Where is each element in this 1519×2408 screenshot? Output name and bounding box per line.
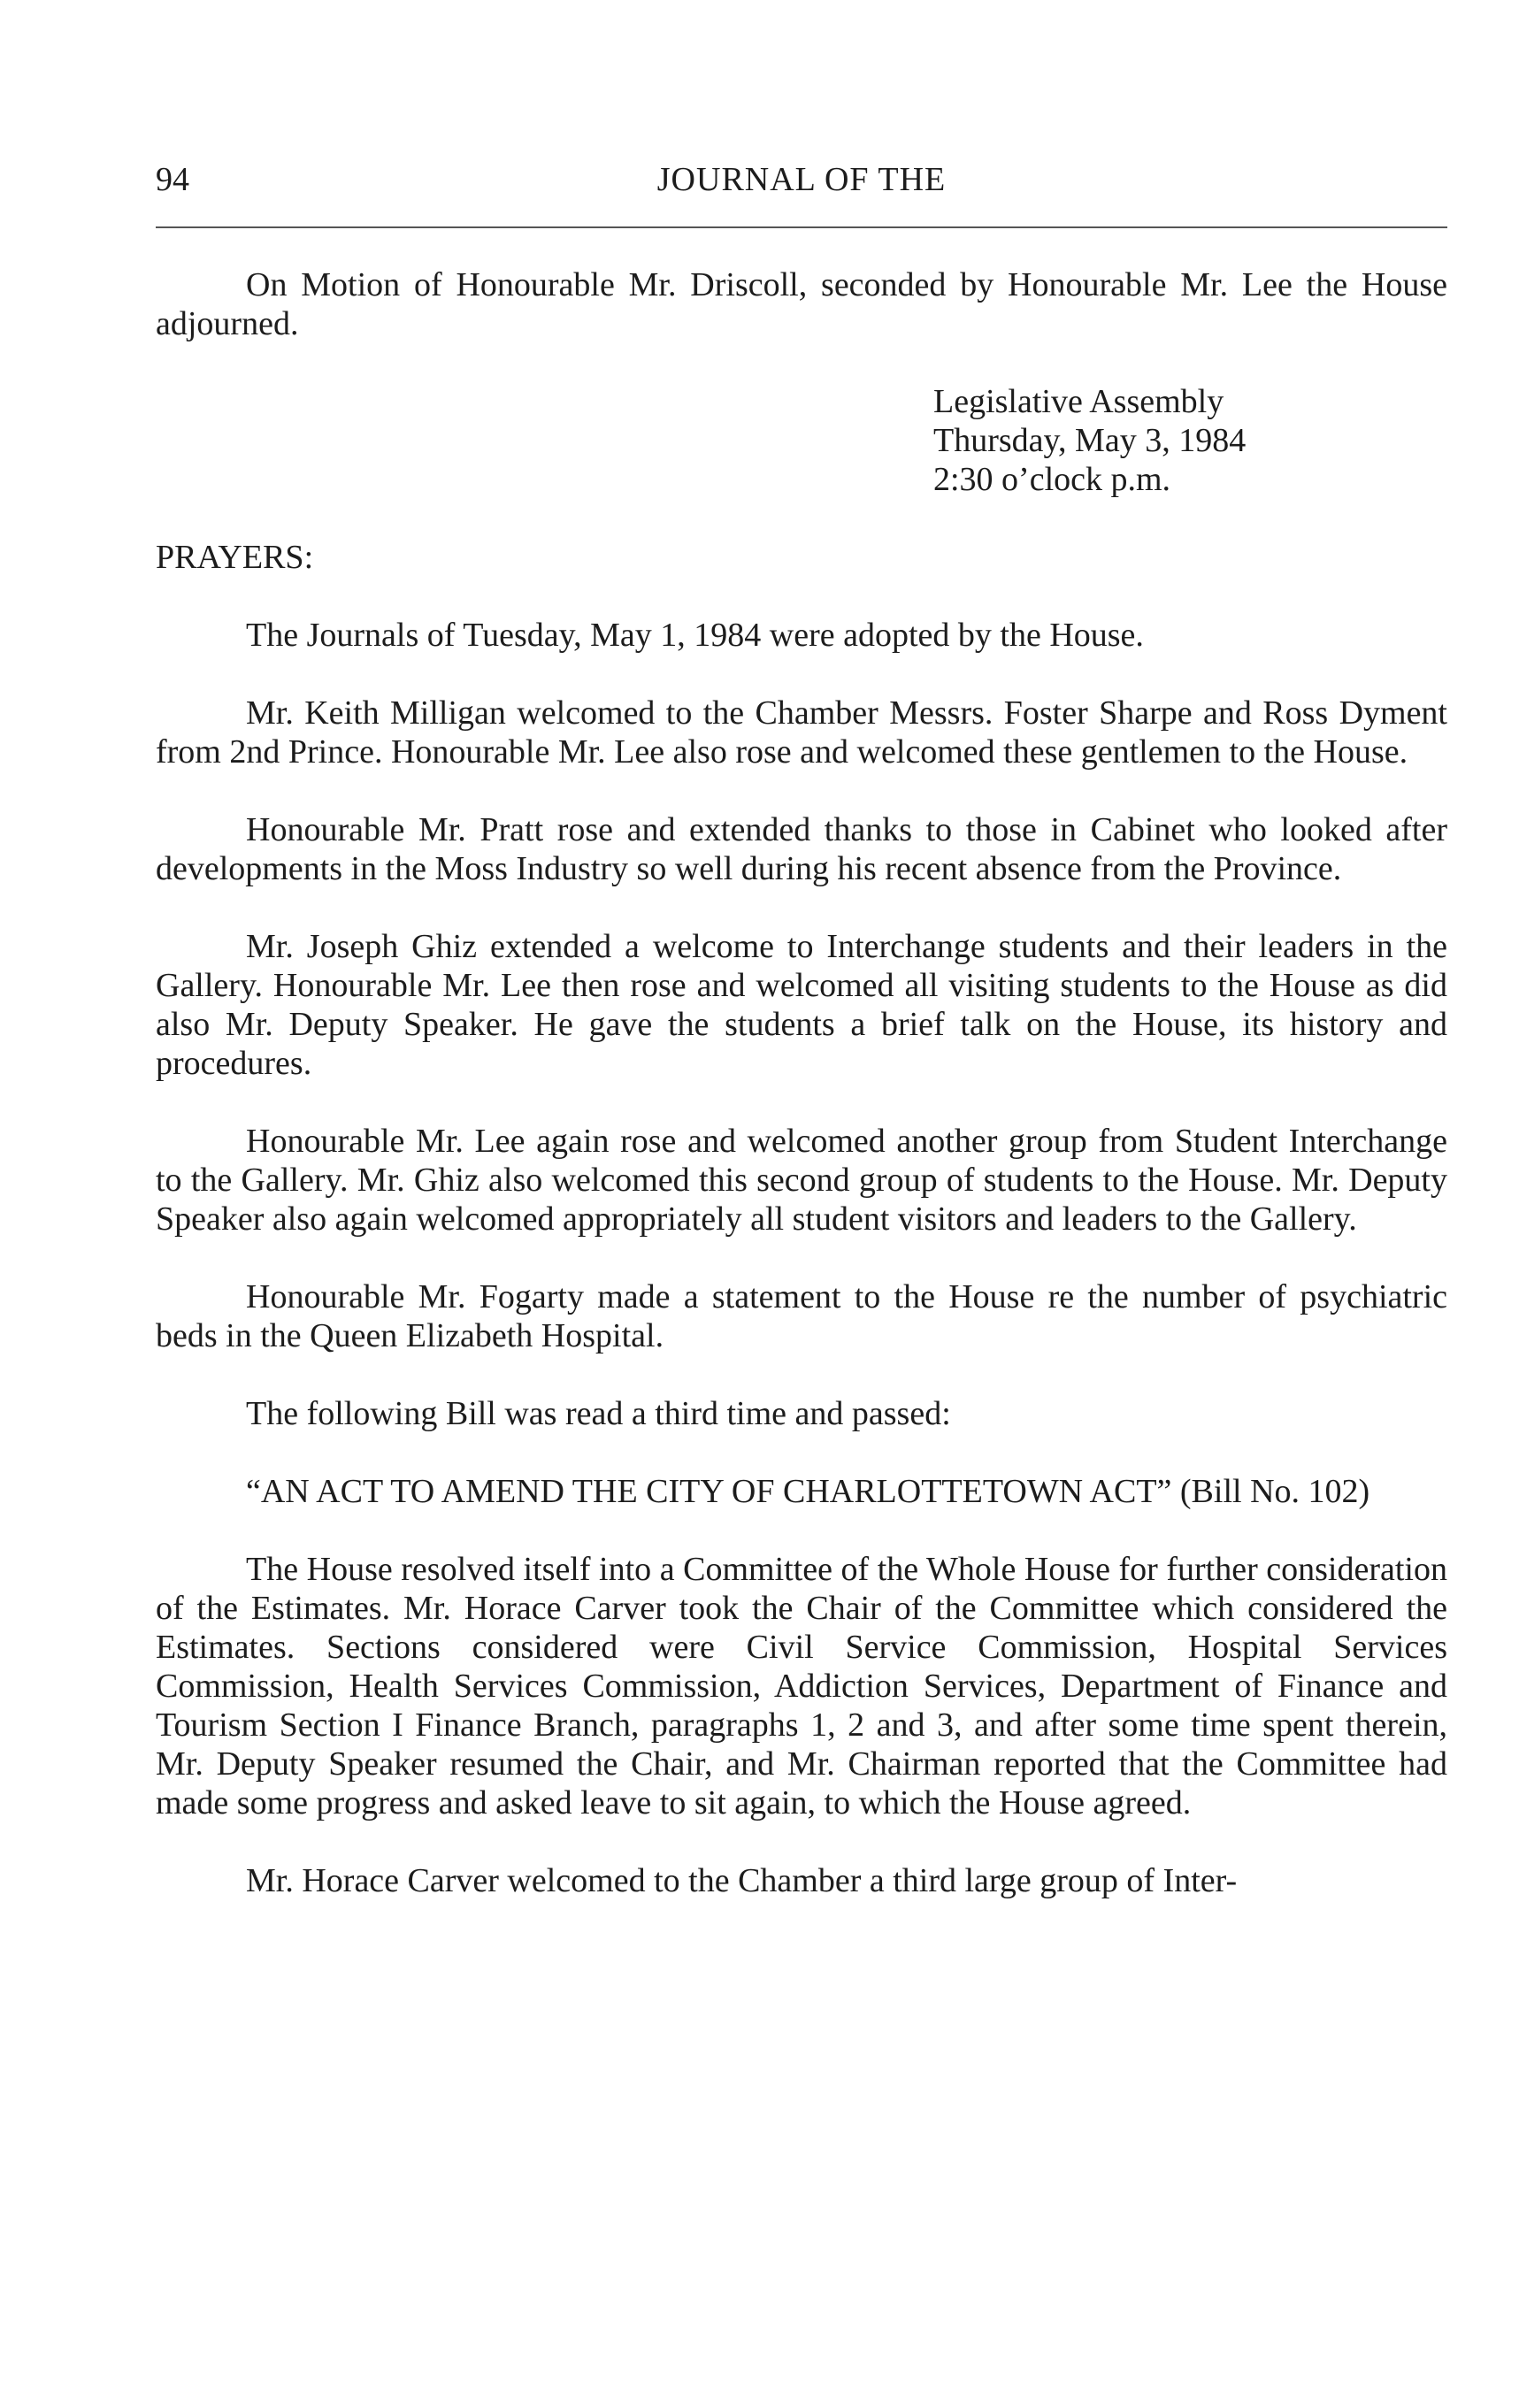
bill-intro-paragraph: The following Bill was read a third time and passed: [246, 1395, 951, 1432]
journal-body [156, 265, 1447, 1900]
prayers-heading: PRAYERS: [156, 539, 314, 576]
dateline-assembly: Legislative Assembly [933, 383, 1224, 420]
committee-paragraph: The House resolved itself into a Committee of the Whole House for further consideration of the Estimates. Mr. Horace Carver took the Chair of the Committee which considered the Estimates. Sections considered were Civil Service Commission, Hospital Services Commission, Health Services Commission, Addiction Services, Department of Finance and Tourism Section I Finance Branch, paragraphs 1, 2 and 3, and after some time spent therein, Mr. Deputy Speaker resumed the Chair, and Mr. Chairman reported that the Committee had made some progress and asked leave to sit again, to which the House agreed. [156, 1551, 1447, 1821]
sitting-dateline [933, 382, 1447, 499]
lee-second-welcome-paragraph: Honourable Mr. Lee again rose and welcomed another group from Student Interchange to the Gallery. Mr. Ghiz also welcomed this second group of students to the House. Mr. Deputy Speaker also again welcomed appropriately all student visitors and leaders to the Gallery. [156, 1123, 1447, 1238]
header-rule [156, 226, 1447, 228]
page-number: 94 [156, 161, 189, 198]
running-head: JOURNAL OF THE [656, 161, 947, 198]
dateline-time: 2:30 o’clock p.m. [933, 461, 1171, 498]
ghiz-welcome-paragraph: Mr. Joseph Ghiz extended a welcome to Interchange students and their leaders in the Gallery. Honourable Mr. Lee then rose and welcomed all visiting students to the House as did also Mr. Deputy Speaker. He gave the students a brief talk on the House, its history and procedures. [156, 928, 1447, 1082]
pratt-thanks-paragraph: Honourable Mr. Pratt rose and extended thanks to those in Cabinet who looked after developments in the Moss Industry so well during his recent absence from the Province. [156, 811, 1447, 887]
page-header [156, 157, 1447, 202]
dateline-date: Thursday, May 3, 1984 [933, 422, 1247, 459]
journals-adopted-paragraph: The Journals of Tuesday, May 1, 1984 were adopted by the House. [246, 617, 1144, 654]
carver-welcome-paragraph: Mr. Horace Carver welcomed to the Chamber a third large group of Inter- [246, 1862, 1238, 1899]
bill-title-paragraph: “AN ACT TO AMEND THE CITY OF CHARLOTTETOWN ACT” (Bill No. 102) [246, 1473, 1370, 1510]
adjournment-paragraph: On Motion of Honourable Mr. Driscoll, seconded by Honourable Mr. Lee the House adjourned. [156, 266, 1447, 342]
fogarty-statement-paragraph: Honourable Mr. Fogarty made a statement to the House re the number of psychiatric beds in the Queen Elizabeth Hospital. [156, 1278, 1447, 1354]
milligan-welcome-paragraph: Mr. Keith Milligan welcomed to the Chamber Messrs. Foster Sharpe and Ross Dyment from 2nd Prince. Honourable Mr. Lee also rose and welcomed these gentlemen to the House. [156, 694, 1447, 771]
